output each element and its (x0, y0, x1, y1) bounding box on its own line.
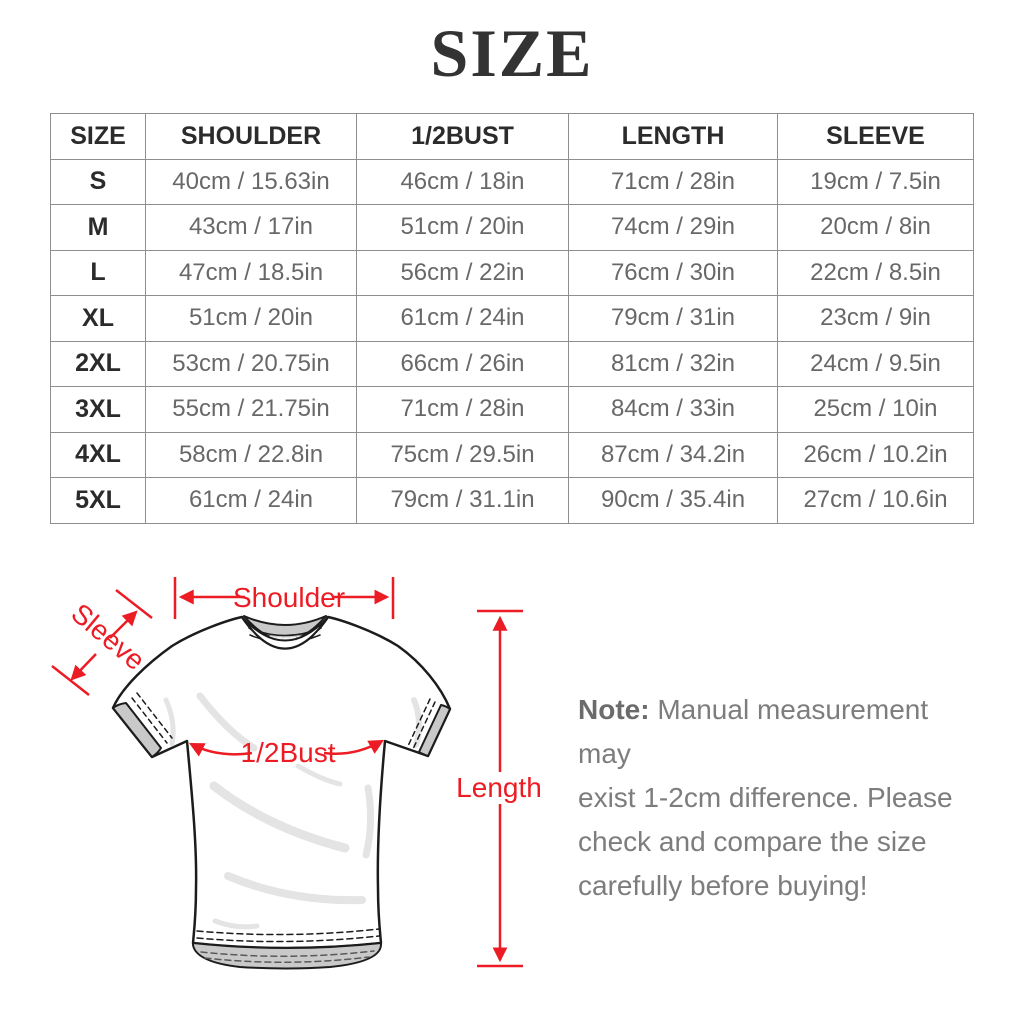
table-cell: 66cm / 26in (357, 341, 569, 387)
table-cell: 61cm / 24in (357, 296, 569, 342)
table-cell: 71cm / 28in (357, 387, 569, 433)
table-cell: 87cm / 34.2in (569, 432, 778, 478)
table-cell: 84cm / 33in (569, 387, 778, 433)
sleeve-label: Sleeve (65, 597, 151, 677)
table-cell: 74cm / 29in (569, 205, 778, 251)
table-cell: 23cm / 9in (778, 296, 974, 342)
table-cell: 61cm / 24in (146, 478, 357, 524)
table-cell: 58cm / 22.8in (146, 432, 357, 478)
table-cell: 55cm / 21.75in (146, 387, 357, 433)
table-cell: 40cm / 15.63in (146, 159, 357, 205)
note-line: carefully before buying! (578, 870, 868, 901)
table-cell: 81cm / 32in (569, 341, 778, 387)
table-cell: 27cm / 10.6in (778, 478, 974, 524)
table-cell: 24cm / 9.5in (778, 341, 974, 387)
column-header-bust: 1/2BUST (357, 114, 569, 160)
table-cell: 22cm / 8.5in (778, 250, 974, 296)
size-label: M (51, 205, 146, 251)
note-line: check and compare the size (578, 826, 927, 857)
size-label: XL (51, 296, 146, 342)
size-label: S (51, 159, 146, 205)
table-cell: 79cm / 31in (569, 296, 778, 342)
table-cell: 71cm / 28in (569, 159, 778, 205)
table-cell: 43cm / 17in (146, 205, 357, 251)
note-line: Note: Manual measurement may (578, 694, 929, 769)
note-line: exist 1-2cm difference. Please (578, 782, 953, 813)
column-header-length: LENGTH (569, 114, 778, 160)
size-label: 5XL (51, 478, 146, 524)
bust-label: 1/2Bust (240, 737, 336, 768)
table-cell: 19cm / 7.5in (778, 159, 974, 205)
table-cell: 51cm / 20in (146, 296, 357, 342)
table-cell: 25cm / 10in (778, 387, 974, 433)
note-label: Note: (578, 694, 650, 725)
page-title: SIZE (430, 15, 594, 91)
table-cell: 46cm / 18in (357, 159, 569, 205)
table-cell: 47cm / 18.5in (146, 250, 357, 296)
size-label: 3XL (51, 387, 146, 433)
column-header-shoulder: SHOULDER (146, 114, 357, 160)
length-label: Length (456, 772, 542, 803)
size-label: L (51, 250, 146, 296)
table-cell: 75cm / 29.5in (357, 432, 569, 478)
shoulder-label: Shoulder (232, 582, 346, 613)
table-cell: 51cm / 20in (357, 205, 569, 251)
column-header-size: SIZE (51, 114, 146, 160)
table-cell: 79cm / 31.1in (357, 478, 569, 524)
table-cell: 56cm / 22in (357, 250, 569, 296)
measurement-note (578, 688, 988, 908)
tshirt-illustration (113, 616, 450, 969)
table-cell: 90cm / 35.4in (569, 478, 778, 524)
size-label: 2XL (51, 341, 146, 387)
table-cell: 76cm / 30in (569, 250, 778, 296)
table-cell: 26cm / 10.2in (778, 432, 974, 478)
table-cell: 20cm / 8in (778, 205, 974, 251)
table-cell: 53cm / 20.75in (146, 341, 357, 387)
column-header-sleeve: SLEEVE (778, 114, 974, 160)
size-label: 4XL (51, 432, 146, 478)
